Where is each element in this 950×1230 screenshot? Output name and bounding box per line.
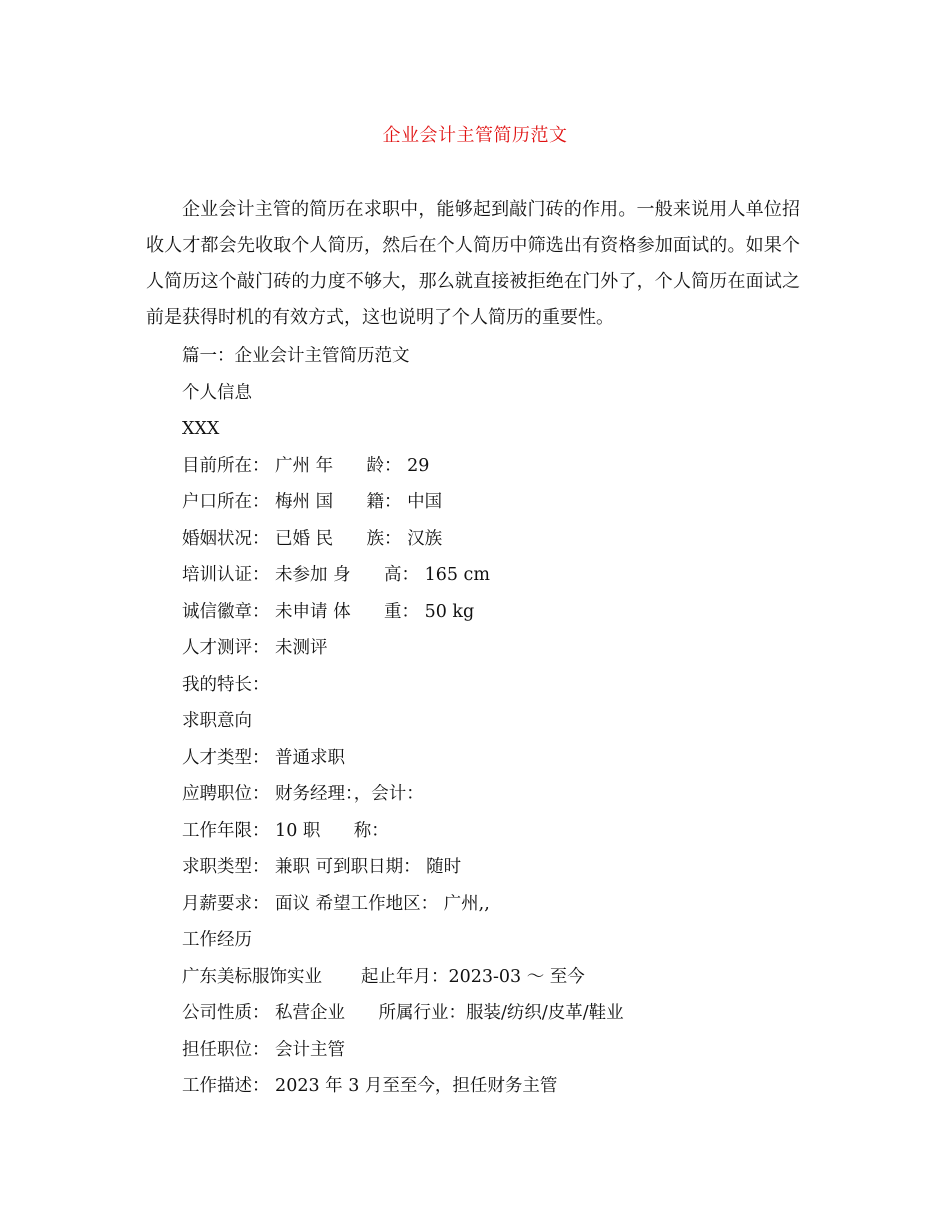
info-line-badge-weight: 诚信徽章： 未申请 体 重： 50 kg <box>182 601 475 622</box>
resume-lines <box>182 338 822 1105</box>
section-heading-personal-info: 个人信息 <box>182 382 252 403</box>
info-line-salary-location: 月薪要求： 面议 希望工作地区： 广州,, <box>182 893 490 914</box>
info-line-position-held: 担任职位： 会计主管 <box>182 1039 346 1060</box>
info-line-marital-ethnicity: 婚姻状况： 已婚 民 族： 汉族 <box>182 528 443 549</box>
section-heading-article-one: 篇一：企业会计主管简历范文 <box>182 346 410 366</box>
info-line-work-years-title: 工作年限： 10 职 称： <box>182 820 389 841</box>
info-line-talent-assessment: 人才测评： 未测评 <box>182 638 328 658</box>
document-title: 企业会计主管简历范文 <box>382 125 568 146</box>
info-line-company-period: 广东美标服饰实业 起止年月：2023-03 ～ 至今 <box>182 966 585 987</box>
info-line-job-description: 工作描述： 2023 年 3 月至至今，担任财务主管 <box>182 1076 558 1096</box>
info-line-specialties: 我的特长： <box>182 674 270 695</box>
intro-paragraph: 企业会计主管的简历在求职中，能够起到敲门砖的作用。一般来说用人单位招收人才都会先收取个人简历，然后在个人简历中筛选出有资格参加面试的。如果个人简历这个敲门砖的力度不够大，那么就直接被拒绝在门外了，个人简历在面试之前是获得时机的有效方式，这也说明了个人简历的重要性。 <box>146 199 800 328</box>
info-line-applied-position: 应聘职位： 财务经理：，会计： <box>182 784 424 804</box>
info-line-certification-height: 培训认证： 未参加 身 高： 165 cm <box>182 565 490 585</box>
info-line-hukou-nationality: 户口所在： 梅州 国 籍： 中国 <box>182 492 443 512</box>
section-heading-job-intention: 求职意向 <box>182 711 252 731</box>
info-line-job-type-start-date: 求职类型： 兼职 可到职日期： 随时 <box>182 857 462 877</box>
info-line-company-type-industry: 公司性质： 私营企业 所属行业：服装/纺织/皮革/鞋业 <box>182 1003 624 1023</box>
info-line-location-age: 目前所在： 广州 年 龄： 29 <box>182 455 430 476</box>
candidate-name: XXX <box>182 419 220 439</box>
section-heading-work-experience: 工作经历 <box>182 930 252 950</box>
info-line-talent-type: 人才类型： 普通求职 <box>182 747 346 768</box>
